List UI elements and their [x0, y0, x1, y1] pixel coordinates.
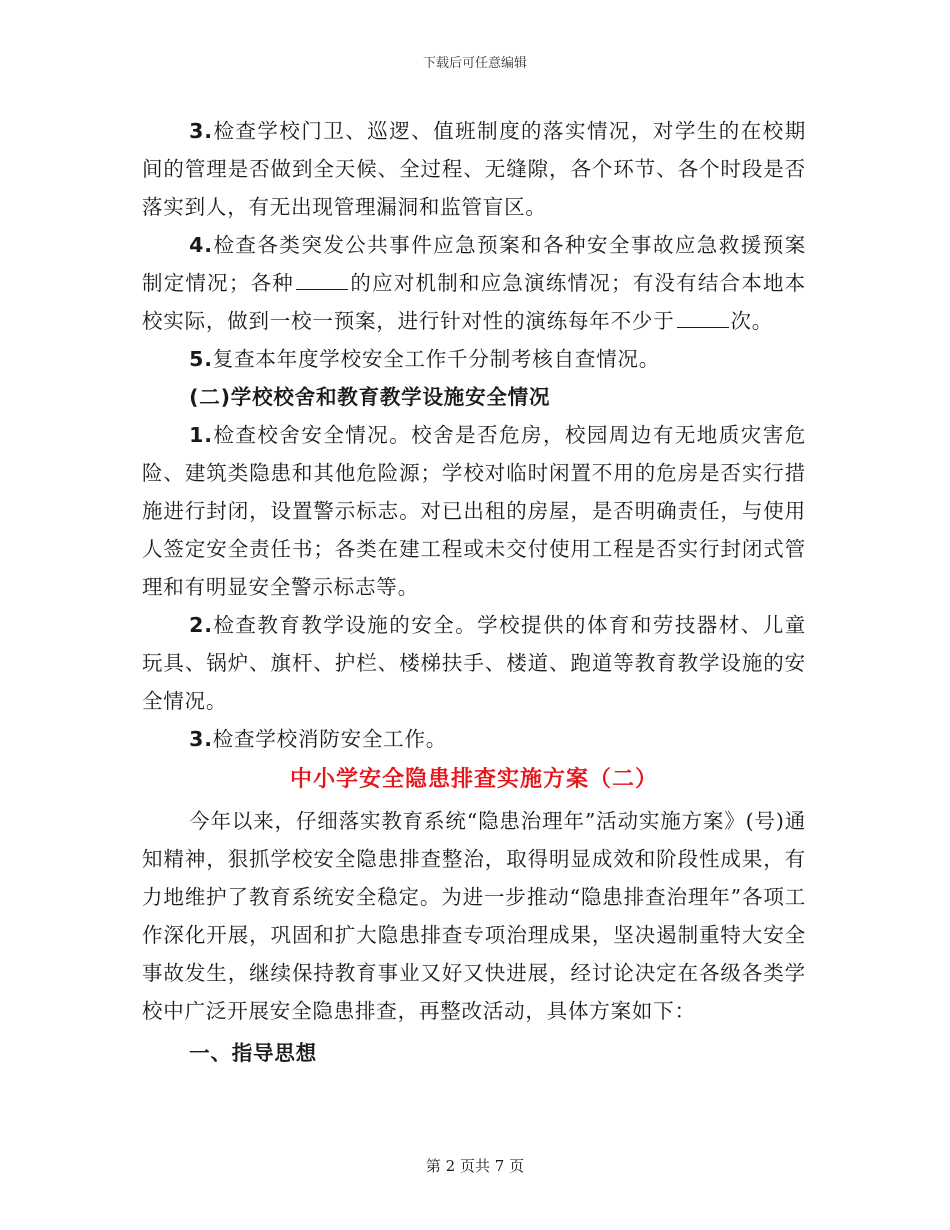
paragraph-text: 检查各类突发公共事件应急预案和各种安全事故应急救援预案制定情况；各种: [142, 233, 806, 295]
plan-title: 中小学安全隐患排查实施方案（二）: [289, 767, 658, 792]
section-heading-facilities: (二)学校校舍和教育教学设施安全情况: [189, 385, 551, 409]
item-number: 2.: [189, 613, 213, 637]
paragraph-check-emergency: [142, 226, 806, 340]
paragraph-text: 检查学校消防安全工作。: [212, 727, 448, 751]
fill-blank: [296, 267, 348, 290]
paragraph-review-assessment: [142, 340, 806, 378]
paragraph-text: 检查校舍安全情况。校舍是否危房，校园周边有无地质灾害危险、建筑类隐患和其他危险源；学校对临时闲置不用的危房是否实行措施进行封闭，设置警示标志。对已出租的房屋，是否明确责任，与使用人签定安全责任书；各类在建工程或未交付使用工程是否实行封闭式管理和有明显安全警示标志等。: [142, 423, 806, 599]
paragraph-text: 检查学校门卫、巡逻、值班制度的落实情况，对学生的在校期间的管理是否做到全天候、全过程、无缝隙，各个环节、各个时段是否落实到人，有无出现管理漏洞和监管盲区。: [142, 119, 806, 219]
paragraph-check-equipment: [142, 606, 806, 720]
paragraph-check-buildings: [142, 416, 806, 606]
paragraph-text: 检查教育教学设施的安全。学校提供的体育和劳技器材、儿童玩具、锅炉、旗杆、护栏、楼梯扶手、楼道、跑道等教育教学设施的安全情况。: [142, 613, 806, 713]
item-number: 3.: [189, 727, 213, 751]
item-number: 4.: [189, 233, 213, 257]
item-number: 1.: [189, 423, 213, 447]
page-number: 第 2 页共 7 页: [425, 1157, 525, 1175]
document-body: [142, 112, 806, 1072]
paragraph-check-guard: [142, 112, 806, 226]
paragraph-text: 复查本年度学校安全工作千分制考核自查情况。: [212, 347, 661, 371]
fill-blank: [677, 305, 729, 328]
heading-guiding-ideology: 一、指导思想: [189, 1041, 317, 1065]
paragraph-text: 次。: [730, 309, 774, 333]
paragraph-text: 的应对机制和应急演练情况；有没有结合本地本校实际，做到一校一预案，进行针对性的演练每年不少于: [142, 271, 806, 333]
header-note: 下载后可任意编辑: [422, 56, 527, 71]
paragraph-intro: 今年以来，仔细落实教育系统“隐患治理年”活动实施方案》(号)通知精神，狠抓学校安全隐患排查整治，取得明显成效和阶段性成果，有力地维护了教育系统安全稳定。为进一步推动“隐患排查治理年”各项工作深化开展，巩固和扩大隐患排查专项治理成果，坚决遏制重特大安全事故发生，继续保持教育事业又好又快进展，经讨论决定在各级各类学校中广泛开展安全隐患排查，再整改活动，具体方案如下：: [142, 809, 806, 1023]
paragraph-check-fire-safety: [142, 720, 806, 758]
item-number: 3.: [189, 119, 213, 143]
item-number: 5.: [189, 347, 213, 371]
